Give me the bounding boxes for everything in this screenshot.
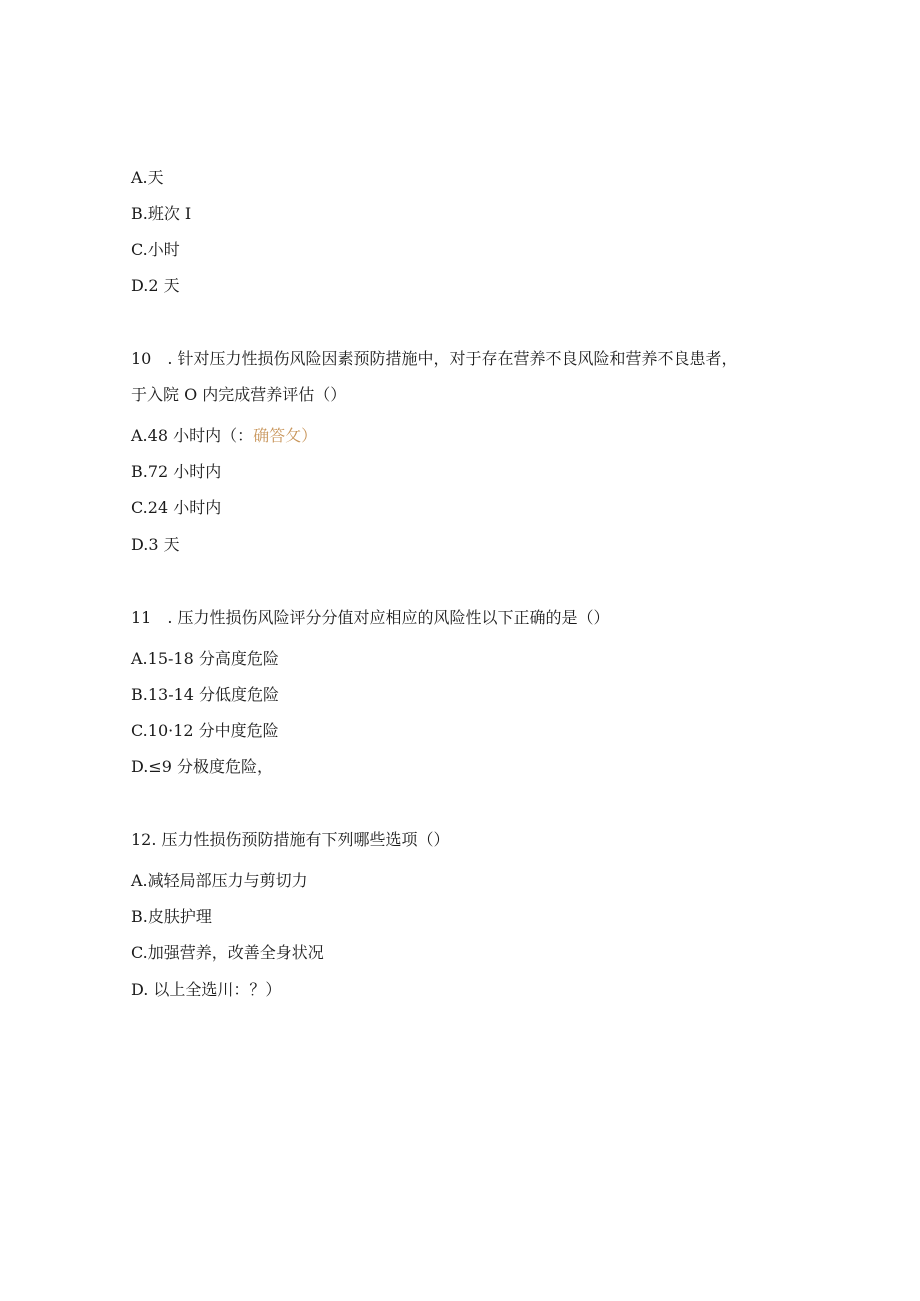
q10-stem-line1: 10 . 针对压力性损伤风险因素预防措施中，对于存在营养不良风险和营养不良患者， [131,349,738,368]
q12-option-c: C.加强营养，改善全身状况 [131,943,324,962]
q10-option-b: B.72 小时内 [131,462,222,481]
q9-option-b: B.班次 I [131,204,192,223]
q10-stem-line2: 于入院 O 内完成营养评估（） [131,385,347,404]
q11-option-a: A.15-18 分高度危险 [131,649,279,668]
q12-stem: 12. 压力性损伤预防措施有下列哪些选项（） [131,830,450,849]
q10-answer-mark: 确答攵） [253,426,318,445]
q12-option-b: B.皮肤护理 [131,907,212,926]
q9-option-d: D.2 天 [131,276,180,295]
q12-option-d: D. 以上全选川：？） [131,980,282,999]
q12-option-a: A.减轻局部压力与剪切力 [131,871,308,890]
q10-option-d: D.3 天 [131,535,180,554]
q9-option-a: A.天 [131,168,164,187]
q10-option-a-text: A.48 小时内（： [131,426,254,445]
q10-option-c: C.24 小时内 [131,498,222,517]
q10-option-a [131,426,317,446]
q11-option-c: C.10·12 分中度危险 [131,721,279,740]
q11-option-b: B.13-14 分低度危险 [131,685,280,704]
q9-option-c: C.小时 [131,240,180,259]
q11-stem: 11 . 压力性损伤风险评分分值对应相应的风险性以下正确的是（） [131,608,610,627]
q11-option-d: D.≤9 分极度危险， [131,757,274,776]
